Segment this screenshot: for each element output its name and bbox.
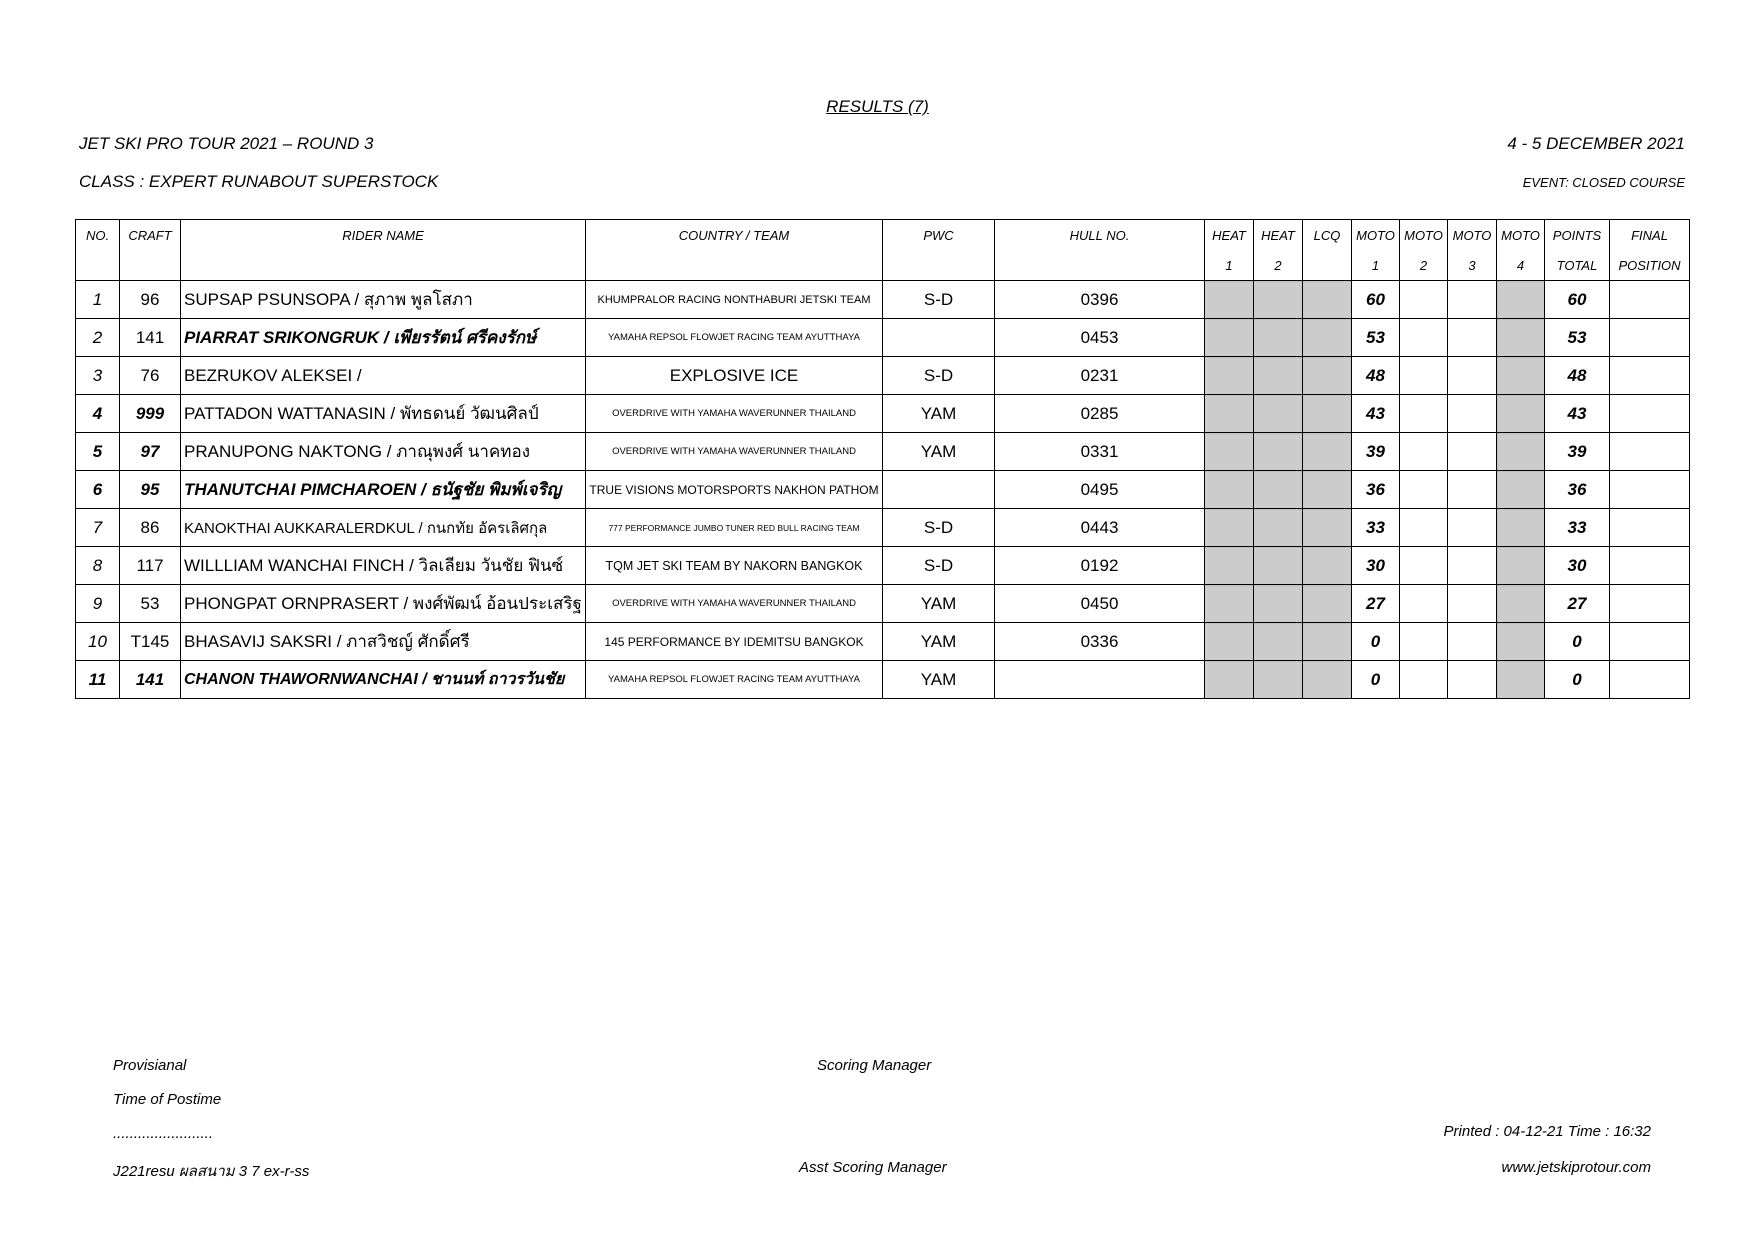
table-row [76, 623, 1690, 661]
col-team: COUNTRY / TEAM [586, 220, 883, 251]
file-reference: J221resu ผลสนาม 3 7 ex-r-ss [113, 1163, 310, 1180]
cell-points: 27 [1545, 585, 1610, 623]
cell-points: 0 [1545, 661, 1610, 699]
cell-moto3 [1448, 281, 1497, 319]
cell-moto1: 0 [1352, 623, 1400, 661]
cell-heat2 [1254, 471, 1303, 509]
cell-moto2 [1400, 585, 1448, 623]
cell-craft: 141 [120, 319, 181, 357]
cell-team: OVERDRIVE WITH YAMAHA WAVERUNNER THAILAND [586, 433, 883, 471]
cell-moto1: 33 [1352, 509, 1400, 547]
cell-pwc [883, 319, 995, 357]
cell-moto4 [1497, 623, 1545, 661]
class-name: CLASS : EXPERT RUNABOUT SUPERSTOCK [79, 172, 439, 191]
col-final-position: POSITION [1610, 250, 1690, 281]
cell-team: OVERDRIVE WITH YAMAHA WAVERUNNER THAILAND [586, 585, 883, 623]
col-heat2-num: 2 [1254, 250, 1303, 281]
cell-craft: 95 [120, 471, 181, 509]
col-final: FINAL [1610, 220, 1690, 251]
cell-moto1: 43 [1352, 395, 1400, 433]
table-row [76, 433, 1690, 471]
cell-lcq [1303, 281, 1352, 319]
cell-final [1610, 509, 1690, 547]
cell-rider: SUPSAP PSUNSOPA / สุภาพ พูลโสภา [181, 281, 586, 319]
event-date: 4 - 5 DECEMBER 2021 [1507, 134, 1685, 153]
table-row [76, 471, 1690, 509]
scoring-manager-label: Scoring Manager [817, 1057, 932, 1074]
cell-moto4 [1497, 509, 1545, 547]
table-row [76, 547, 1690, 585]
cell-moto4 [1497, 281, 1545, 319]
cell-hull: 0192 [995, 547, 1205, 585]
cell-hull: 0231 [995, 357, 1205, 395]
col-moto1: MOTO [1352, 220, 1400, 251]
cell-no: 1 [76, 281, 120, 319]
cell-pwc: S-D [883, 547, 995, 585]
cell-final [1610, 547, 1690, 585]
cell-hull: 0443 [995, 509, 1205, 547]
cell-lcq [1303, 319, 1352, 357]
cell-moto2 [1400, 661, 1448, 699]
cell-team: YAMAHA REPSOL FLOWJET RACING TEAM AYUTTHAYA [586, 319, 883, 357]
cell-craft: 96 [120, 281, 181, 319]
cell-rider: PIARRAT SRIKONGRUK / เพียรรัตน์ ศรีคงรักษ์ [181, 319, 586, 357]
col-moto3: MOTO [1448, 220, 1497, 251]
cell-craft: 97 [120, 433, 181, 471]
cell-rider: WILLLIAM WANCHAI FINCH / วิลเลียม วันชัย ฟินซ์ [181, 547, 586, 585]
cell-rider: KANOKTHAI AUKKARALERDKUL / กนกทัย อัครเลิศกุล [181, 509, 586, 547]
cell-craft: T145 [120, 623, 181, 661]
cell-final [1610, 319, 1690, 357]
postime-dots: ........................ [113, 1125, 214, 1142]
cell-moto3 [1448, 357, 1497, 395]
cell-moto2 [1400, 509, 1448, 547]
cell-craft: 86 [120, 509, 181, 547]
cell-moto1: 0 [1352, 661, 1400, 699]
col-hull: HULL NO. [995, 220, 1205, 251]
cell-moto4 [1497, 471, 1545, 509]
cell-lcq [1303, 509, 1352, 547]
cell-points: 53 [1545, 319, 1610, 357]
cell-heat1 [1205, 319, 1254, 357]
cell-lcq [1303, 357, 1352, 395]
cell-points: 43 [1545, 395, 1610, 433]
cell-team: EXPLOSIVE ICE [586, 357, 883, 395]
event-type: EVENT: CLOSED COURSE [1522, 175, 1685, 190]
cell-hull: 0450 [995, 585, 1205, 623]
cell-pwc: S-D [883, 357, 995, 395]
cell-moto4 [1497, 357, 1545, 395]
website-link[interactable]: www.jetskiprotour.com [1501, 1159, 1651, 1176]
table-row [76, 661, 1690, 699]
cell-moto1: 30 [1352, 547, 1400, 585]
cell-moto4 [1497, 547, 1545, 585]
cell-heat2 [1254, 357, 1303, 395]
cell-heat1 [1205, 471, 1254, 509]
cell-moto1: 36 [1352, 471, 1400, 509]
col-craft: CRAFT [120, 220, 181, 251]
cell-moto3 [1448, 623, 1497, 661]
cell-points: 33 [1545, 509, 1610, 547]
cell-no: 3 [76, 357, 120, 395]
cell-heat2 [1254, 623, 1303, 661]
results-title: RESULTS (7) [826, 97, 929, 116]
col-points-total: TOTAL [1545, 250, 1610, 281]
cell-moto1: 60 [1352, 281, 1400, 319]
cell-moto2 [1400, 623, 1448, 661]
cell-rider: PRANUPONG NAKTONG / ภาณุพงศ์ นาคทอง [181, 433, 586, 471]
cell-pwc: YAM [883, 395, 995, 433]
cell-craft: 117 [120, 547, 181, 585]
cell-moto2 [1400, 547, 1448, 585]
cell-final [1610, 623, 1690, 661]
cell-moto4 [1497, 585, 1545, 623]
cell-points: 36 [1545, 471, 1610, 509]
cell-craft: 141 [120, 661, 181, 699]
cell-heat2 [1254, 661, 1303, 699]
col-moto4: MOTO [1497, 220, 1545, 251]
cell-final [1610, 281, 1690, 319]
cell-moto4 [1497, 395, 1545, 433]
cell-no: 2 [76, 319, 120, 357]
cell-craft: 53 [120, 585, 181, 623]
cell-rider: PHONGPAT ORNPRASERT / พงศ์พัฒน์ อ้อนประเสริฐ [181, 585, 586, 623]
cell-heat1 [1205, 547, 1254, 585]
cell-pwc: S-D [883, 509, 995, 547]
cell-no: 10 [76, 623, 120, 661]
cell-heat1 [1205, 395, 1254, 433]
cell-moto3 [1448, 471, 1497, 509]
table-row [76, 585, 1690, 623]
col-moto3-num: 3 [1448, 250, 1497, 281]
table-row [76, 509, 1690, 547]
cell-final [1610, 433, 1690, 471]
cell-no: 11 [76, 661, 120, 699]
cell-no: 5 [76, 433, 120, 471]
event-name: JET SKI PRO TOUR 2021 – ROUND 3 [79, 134, 374, 153]
printed-timestamp: Printed : 04-12-21 Time : 16:32 [1443, 1123, 1651, 1140]
cell-heat2 [1254, 433, 1303, 471]
cell-rider: PATTADON WATTANASIN / พัทธดนย์ วัฒนศิลป์ [181, 395, 586, 433]
col-moto4-num: 4 [1497, 250, 1545, 281]
cell-heat2 [1254, 281, 1303, 319]
cell-moto3 [1448, 547, 1497, 585]
cell-moto3 [1448, 661, 1497, 699]
cell-no: 7 [76, 509, 120, 547]
cell-pwc: S-D [883, 281, 995, 319]
cell-moto2 [1400, 319, 1448, 357]
cell-heat1 [1205, 281, 1254, 319]
table-row [76, 319, 1690, 357]
cell-pwc: YAM [883, 433, 995, 471]
cell-pwc: YAM [883, 585, 995, 623]
cell-heat1 [1205, 433, 1254, 471]
cell-craft: 76 [120, 357, 181, 395]
cell-heat2 [1254, 509, 1303, 547]
cell-hull: 0495 [995, 471, 1205, 509]
results-table [75, 219, 1690, 699]
table-row [76, 395, 1690, 433]
cell-team: TQM JET SKI TEAM BY NAKORN BANGKOK [586, 547, 883, 585]
cell-points: 30 [1545, 547, 1610, 585]
cell-moto4 [1497, 433, 1545, 471]
cell-moto3 [1448, 395, 1497, 433]
cell-rider: THANUTCHAI PIMCHAROEN / ธนัฐชัย พิมพ์เจริญ [181, 471, 586, 509]
table-row [76, 281, 1690, 319]
cell-moto4 [1497, 319, 1545, 357]
cell-final [1610, 395, 1690, 433]
cell-lcq [1303, 623, 1352, 661]
cell-team: OVERDRIVE WITH YAMAHA WAVERUNNER THAILAND [586, 395, 883, 433]
cell-pwc [883, 471, 995, 509]
col-pwc: PWC [883, 220, 995, 251]
cell-pwc: YAM [883, 661, 995, 699]
cell-team: 145 PERFORMANCE BY IDEMITSU BANGKOK [586, 623, 883, 661]
cell-lcq [1303, 433, 1352, 471]
cell-moto1: 39 [1352, 433, 1400, 471]
cell-lcq [1303, 395, 1352, 433]
cell-moto3 [1448, 585, 1497, 623]
cell-moto1: 53 [1352, 319, 1400, 357]
cell-hull [995, 661, 1205, 699]
cell-final [1610, 661, 1690, 699]
cell-team: YAMAHA REPSOL FLOWJET RACING TEAM AYUTTHAYA [586, 661, 883, 699]
cell-moto3 [1448, 319, 1497, 357]
cell-lcq [1303, 661, 1352, 699]
cell-craft: 999 [120, 395, 181, 433]
cell-hull: 0331 [995, 433, 1205, 471]
cell-heat2 [1254, 585, 1303, 623]
cell-hull: 0453 [995, 319, 1205, 357]
cell-rider: CHANON THAWORNWANCHAI / ชานนท์ ถาวรวันชัย [181, 661, 586, 699]
asst-scoring-manager-label: Asst Scoring Manager [799, 1159, 947, 1176]
col-lcq: LCQ [1303, 220, 1352, 251]
cell-lcq [1303, 471, 1352, 509]
cell-no: 6 [76, 471, 120, 509]
cell-rider: BHASAVIJ SAKSRI / ภาสวิชญ์ ศักดิ์ศรี [181, 623, 586, 661]
postime-label: Time of Postime [113, 1091, 222, 1108]
cell-team: TRUE VISIONS MOTORSPORTS NAKHON PATHOM [586, 471, 883, 509]
col-moto2-num: 2 [1400, 250, 1448, 281]
col-points: POINTS [1545, 220, 1610, 251]
cell-moto2 [1400, 471, 1448, 509]
cell-moto4 [1497, 661, 1545, 699]
cell-moto1: 27 [1352, 585, 1400, 623]
cell-heat1 [1205, 357, 1254, 395]
cell-heat1 [1205, 585, 1254, 623]
cell-no: 4 [76, 395, 120, 433]
cell-team: 777 PERFORMANCE JUMBO TUNER RED BULL RACING TEAM [586, 509, 883, 547]
col-rider: RIDER NAME [181, 220, 586, 251]
cell-heat2 [1254, 395, 1303, 433]
cell-no: 9 [76, 585, 120, 623]
cell-heat1 [1205, 509, 1254, 547]
cell-moto2 [1400, 281, 1448, 319]
cell-heat2 [1254, 319, 1303, 357]
col-moto1-num: 1 [1352, 250, 1400, 281]
cell-points: 0 [1545, 623, 1610, 661]
cell-hull: 0336 [995, 623, 1205, 661]
col-heat2: HEAT [1254, 220, 1303, 251]
cell-points: 48 [1545, 357, 1610, 395]
cell-points: 39 [1545, 433, 1610, 471]
cell-final [1610, 357, 1690, 395]
cell-hull: 0396 [995, 281, 1205, 319]
cell-pwc: YAM [883, 623, 995, 661]
cell-lcq [1303, 585, 1352, 623]
cell-hull: 0285 [995, 395, 1205, 433]
cell-no: 8 [76, 547, 120, 585]
col-moto2: MOTO [1400, 220, 1448, 251]
cell-rider: BEZRUKOV ALEKSEI / [181, 357, 586, 395]
cell-final [1610, 471, 1690, 509]
cell-lcq [1303, 547, 1352, 585]
cell-final [1610, 585, 1690, 623]
cell-heat2 [1254, 547, 1303, 585]
cell-moto3 [1448, 509, 1497, 547]
status-label: Provisianal [113, 1057, 187, 1074]
cell-heat1 [1205, 661, 1254, 699]
cell-team: KHUMPRALOR RACING NONTHABURI JETSKI TEAM [586, 281, 883, 319]
col-heat1-num: 1 [1205, 250, 1254, 281]
cell-heat1 [1205, 623, 1254, 661]
col-no: NO. [76, 220, 120, 251]
cell-moto3 [1448, 433, 1497, 471]
cell-moto2 [1400, 357, 1448, 395]
cell-points: 60 [1545, 281, 1610, 319]
cell-moto2 [1400, 395, 1448, 433]
table-row [76, 357, 1690, 395]
col-heat1: HEAT [1205, 220, 1254, 251]
cell-moto2 [1400, 433, 1448, 471]
cell-moto1: 48 [1352, 357, 1400, 395]
